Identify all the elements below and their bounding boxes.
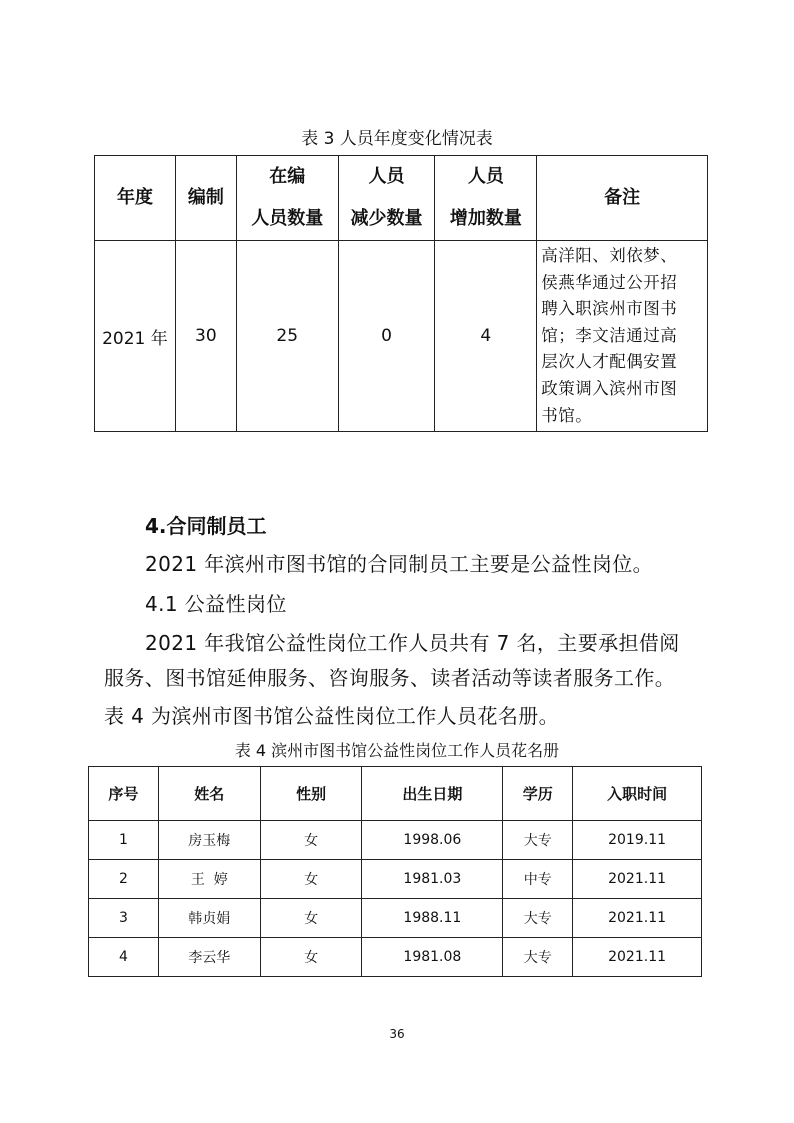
cell-gender: 女 <box>260 860 362 899</box>
cell-hire-date: 2019.11 <box>573 821 702 860</box>
cell-remark: 高洋阳、刘依梦、 侯燕华通过公开招 聘入职滨州市图书 馆；李文洁通过高 层次人才配偶安置 政策调入滨州市图 书馆。 <box>537 241 708 432</box>
table3-caption: 表 3 人员年度变化情况表 <box>301 129 493 149</box>
cell-year: 2021 年 <box>95 241 176 432</box>
paragraph-line-2: 服务、图书馆延伸服务、咨询服务、读者活动等读者服务工作。 <box>104 666 676 690</box>
cell-on-staff: 25 <box>236 241 338 432</box>
cell-name: 王 婷 <box>158 860 260 899</box>
staff-change-table <box>94 155 708 432</box>
staff-roster-table <box>88 766 702 977</box>
table-row <box>89 899 702 938</box>
paragraph-line-1: 2021 年我馆公益性岗位工作人员共有 7 名，主要承担借阅 <box>145 631 680 655</box>
header-increase: 人员 增加数量 <box>435 156 537 241</box>
subsection-title: 4.1 公益性岗位 <box>145 592 287 616</box>
table-header-row <box>95 156 708 241</box>
cell-name: 房玉梅 <box>158 821 260 860</box>
cell-name: 韩贞娟 <box>158 899 260 938</box>
page-number: 36 <box>389 1027 405 1041</box>
cell-hire-date: 2021.11 <box>573 899 702 938</box>
header-quota: 编制 <box>175 156 236 241</box>
header-index: 序号 <box>89 767 159 821</box>
cell-hire-date: 2021.11 <box>573 860 702 899</box>
cell-index: 3 <box>89 899 159 938</box>
cell-birthdate: 1981.03 <box>362 860 503 899</box>
header-remark: 备注 <box>537 156 708 241</box>
header-name: 姓名 <box>158 767 260 821</box>
cell-quota: 30 <box>175 241 236 432</box>
cell-increase: 4 <box>435 241 537 432</box>
cell-gender: 女 <box>260 899 362 938</box>
header-decrease: 人员 减少数量 <box>338 156 435 241</box>
table-header-row <box>89 767 702 821</box>
cell-index: 2 <box>89 860 159 899</box>
table-row <box>89 938 702 977</box>
header-education: 学历 <box>503 767 573 821</box>
table-row <box>95 241 708 432</box>
cell-birthdate: 1981.08 <box>362 938 503 977</box>
table4-caption: 表 4 滨州市图书馆公益性岗位工作人员花名册 <box>234 741 560 760</box>
header-on-staff: 在编 人员数量 <box>236 156 338 241</box>
paragraph-line-3: 表 4 为滨州市图书馆公益性岗位工作人员花名册。 <box>104 704 560 728</box>
cell-name: 李云华 <box>158 938 260 977</box>
cell-birthdate: 1988.11 <box>362 899 503 938</box>
header-year: 年度 <box>95 156 176 241</box>
header-gender: 性别 <box>260 767 362 821</box>
paragraph-intro: 2021 年滨州市图书馆的合同制员工主要是公益性岗位。 <box>145 552 654 576</box>
cell-education: 大专 <box>503 938 573 977</box>
cell-hire-date: 2021.11 <box>573 938 702 977</box>
cell-gender: 女 <box>260 938 362 977</box>
table-row <box>89 860 702 899</box>
header-hire-date: 入职时间 <box>573 767 702 821</box>
cell-decrease: 0 <box>338 241 435 432</box>
cell-education: 大专 <box>503 899 573 938</box>
section-title: 4.合同制员工 <box>145 514 267 538</box>
table-row <box>89 821 702 860</box>
header-birthdate: 出生日期 <box>362 767 503 821</box>
cell-index: 1 <box>89 821 159 860</box>
cell-birthdate: 1998.06 <box>362 821 503 860</box>
cell-education: 中专 <box>503 860 573 899</box>
cell-education: 大专 <box>503 821 573 860</box>
cell-gender: 女 <box>260 821 362 860</box>
cell-index: 4 <box>89 938 159 977</box>
